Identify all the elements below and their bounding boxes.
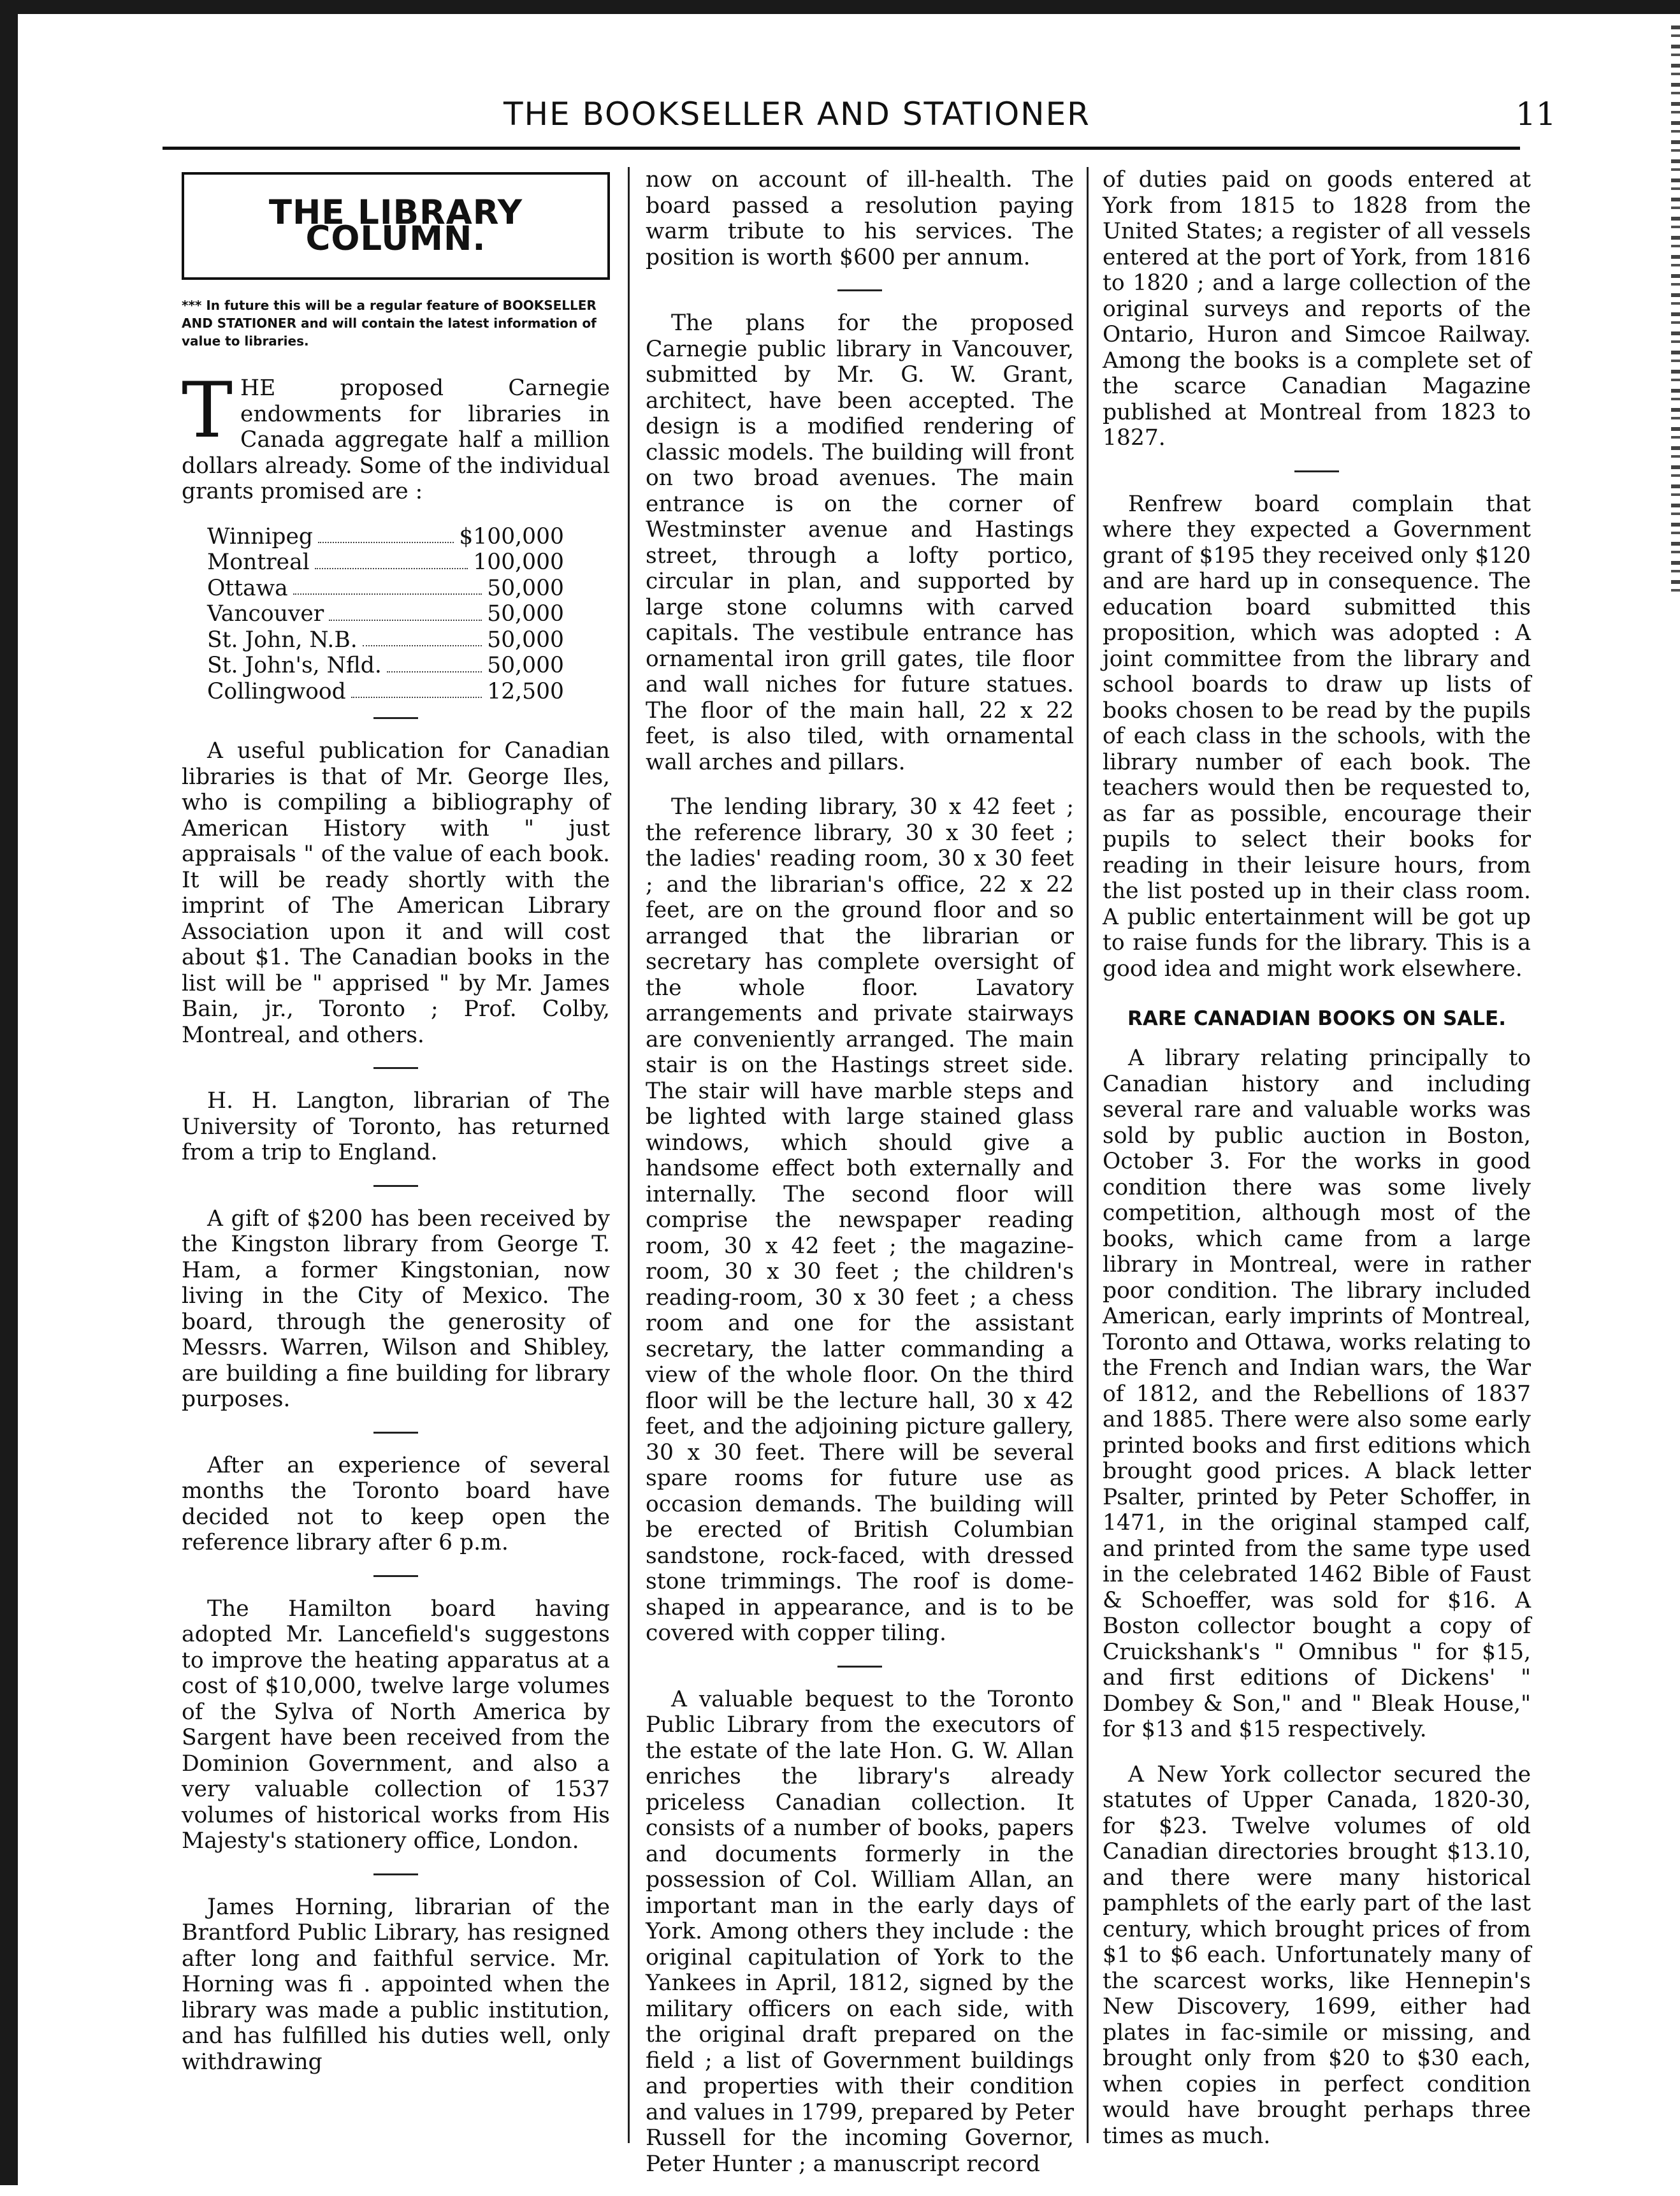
column-3 [1103, 167, 1531, 2168]
section-separator [373, 717, 418, 719]
section-separator [373, 1067, 418, 1069]
paragraph: James Horning, librarian of the Brantford Public Library, has resigned after long and faithful service. Mr. Horning was fi . appointed when the library was made a public institution, and has fulfilled his duties well, only withdrawing [182, 1894, 610, 2075]
editor-note: *** In future this will be a regular feature of BOOKSELLER AND STATIONER and will contain the latest information of value to libraries. [182, 298, 597, 349]
library-column-title: THE LIBRARY COLUMN. [268, 193, 523, 258]
column-divider [1087, 167, 1089, 2143]
grant-row: St. John, N.B. 50,000 [207, 627, 564, 653]
page-header [0, 96, 1680, 147]
section-separator [373, 1575, 418, 1577]
grant-row: Collingwood 12,500 [207, 678, 564, 704]
section-separator [837, 289, 882, 291]
paragraph: The plans for the proposed Carnegie public library in Vancouver, submitted by Mr. G. W. Grant, architect, have been accepted. The design is a modified rendering of classic models. The building will front on two broad avenues. The main entrance is on the corner of Westminster avenue and Hastings street, through a lofty portico, circular in plan, and supported by large stone columns with carved capitals. The vestibule entrance has ornamental iron grill gates, tile floor and wall niches for future statues. The floor of the main hall, 22 x 22 feet, is also tiled, with ornamental wall arches and pillars. [646, 310, 1074, 775]
paragraph: now on account of ill-health. The board passed a resolution paying warm tribute to his services. The position is worth $600 per annum. [646, 167, 1074, 270]
grant-row: Montreal 100,000 [207, 549, 564, 575]
paragraph: A gift of $200 has been received by the Kingston library from George T. Ham, a former Kingstonian, now living in the City of Mexico. The board, through the generosity of Messrs. Warren, Wilson and Shibley, are building a fine building for library purposes. [182, 1205, 610, 1412]
library-column-title-box [182, 172, 610, 280]
section-separator [373, 1873, 418, 1875]
paragraph: The lending library, 30 x 42 feet ; the reference library, 30 x 30 feet ; the ladies' reading room, 30 x 30 feet ; and the librarian's office, 22 x 22 feet, are on the ground floor and so arranged that the librarian or secretary has complete oversight of the whole floor. Lavatory arrangements and private stairways are conveniently arranged. The main stair is on the Hastings street side. The stair will have marble steps and be lighted with large stained glass windows, which should give a handsome effect both externally and internally. The second floor will comprise the newspaper reading room, 30 x 42 feet ; the magazine-room, 30 x 30 feet ; the children's reading-room, 30 x 30 feet ; a chess room and one for the assistant secretary, the latter commanding a view of the whole floor. On the third floor will be the lecture hall, 30 x 42 feet, and the adjoining picture gallery, 30 x 30 feet. There will be several spare rooms for future use as occasion demands. The building will be erected of British Columbian sandstone, rock-faced, with dressed stone trimmings. The roof is dome-shaped in appearance, and is to be covered with copper tiling. [646, 794, 1074, 1646]
column-2 [646, 167, 1074, 2196]
paragraph: The Hamilton board having adopted Mr. Lancefield's suggestons to improve the heating apparatus at a cost of $10,000, twelve large volumes of the Sylva of North America by Sargent have been received from the Dominion Government, and also a very valuable collection of 1537 volumes of historical works from His Majesty's stationery office, London. [182, 1596, 610, 1854]
grant-row: Vancouver 50,000 [207, 601, 564, 627]
section-separator [373, 1185, 418, 1187]
paragraph: After an experience of several months the Toronto board have decided not to keep open the reference library after 6 p.m. [182, 1452, 610, 1555]
section-separator [1294, 470, 1339, 472]
section-separator [837, 1666, 882, 1668]
paragraph: A valuable bequest to the Toronto Public Library from the executors of the estate of the late Hon. G. W. Allan enriches the library's already priceless Canadian collection. It consists of a number of books, papers and documents formerly in the possession of Col. William Allan, an important man in the early days of York. Among others they include : the original capitulation of York to the Yankees in April, 1812, signed by the military officers on each side, with the original draft prepared on the field ; a list of Government buildings and properties with their condition and values in 1799, prepared by Peter Russell for the incoming Governor, Peter Hunter ; a manuscript record [646, 1686, 1074, 2177]
publication-title: THE BOOKSELLER AND STATIONER [503, 96, 1090, 133]
drop-cap: T [182, 367, 233, 455]
grant-row: St. John's, Nfld. 50,000 [207, 653, 564, 678]
grants-list [207, 524, 564, 705]
header-rule [163, 147, 1520, 150]
rare-books-heading: RARE CANADIAN BOOKS ON SALE. [1127, 1007, 1506, 1030]
paragraph: H. H. Langton, librarian of The University of Toronto, has returned from a trip to England. [182, 1088, 610, 1165]
section-separator [373, 1432, 418, 1434]
paragraph: of duties paid on goods entered at York from 1815 to 1828 from the United States; a register of all vessels entered at the port of York, from 1816 to 1820 ; and a large collection of the original surveys and reports of the Ontario, Huron and Simcoe Railway. Among the books is a complete set of the scarce Canadian Magazine published at Montreal from 1823 to 1827. [1103, 167, 1531, 451]
grant-row: Ottawa 50,000 [207, 575, 564, 601]
intro-paragraph [182, 367, 610, 505]
paragraph: A library relating principally to Canadian history and including several rare and valuable works was sold by public auction in Boston, October 3. For the works in good condition there was some lively competition, although most of the books, which came from a large library in Montreal, were in rather poor condition. The library included American, early imprints of Montreal, Toronto and Ottawa, works relating to the French and Indian wars, the War of 1812, and the Rebellions of 1837 and 1885. There were also some early printed books and first editions which brought good prices. A black letter Psalter, printed by Peter Schoffer, in 1471, in the original stamped calf, and printed from the same type used in the celebrated 1462 Bible of Faust & Schoeffer, was sold for $16. A Boston collector bought a copy of Cruickshank's " Omnibus " for $15, and first editions of Dickens' " Dombey & Son," and " Bleak House," for $13 and $15 respectively. [1103, 1045, 1531, 1742]
paragraph: Renfrew board complain that where they expected a Government grant of $195 they received only $120 and are hard up in consequence. The education board submitted this proposition, which was adopted : A joint committee from the library and school boards to draw up lists of books chosen to be read by the pupils of each class in the schools, with the library number of each book. The teachers would then be requested to, as far as possible, encourage their pupils to select their books for reading in their leisure hours, from the list posted up in their class room. A public entertainment will be got up to raise funds for the library. This is a good idea and might work elsewhere. [1103, 491, 1531, 982]
paragraph: A useful publication for Canadian libraries is that of Mr. George Iles, who is compiling a bibliography of American History with " just appraisals " of the value of each book. It will be ready shortly with the imprint of The American Library Association upon it and will cost about $1. The Canadian books in the list will be " apprised " by Mr. James Bain, jr., Toronto ; Prof. Colby, Montreal, and others. [182, 738, 610, 1048]
column-1 [182, 167, 610, 2094]
scan-border-left [0, 0, 18, 2185]
intro-text: HE proposed Carnegie endowments for libraries in Canada aggregate half a million dollars already. Some of the individual grants promised are : [182, 375, 610, 504]
page-number: 11 [1516, 96, 1556, 133]
scan-border-top [0, 0, 1680, 14]
grant-row: Winnipeg $100,000 [207, 523, 564, 549]
column-divider [628, 167, 630, 2143]
paragraph: A New York collector secured the statutes of Upper Canada, 1820-30, for $23. Twelve volumes of old Canadian directories brought $13.10, and there were many historical pamphlets of the early part of the last century, which brought prices of from $1 to $6 each. Unfortunately many of the scarcest works, like Hennepin's New Discovery, 1699, either had plates in fac-simile or missing, and brought only from $20 to $30 each, when copies in perfect condition would have brought perhaps three times as much. [1103, 1761, 1531, 2149]
